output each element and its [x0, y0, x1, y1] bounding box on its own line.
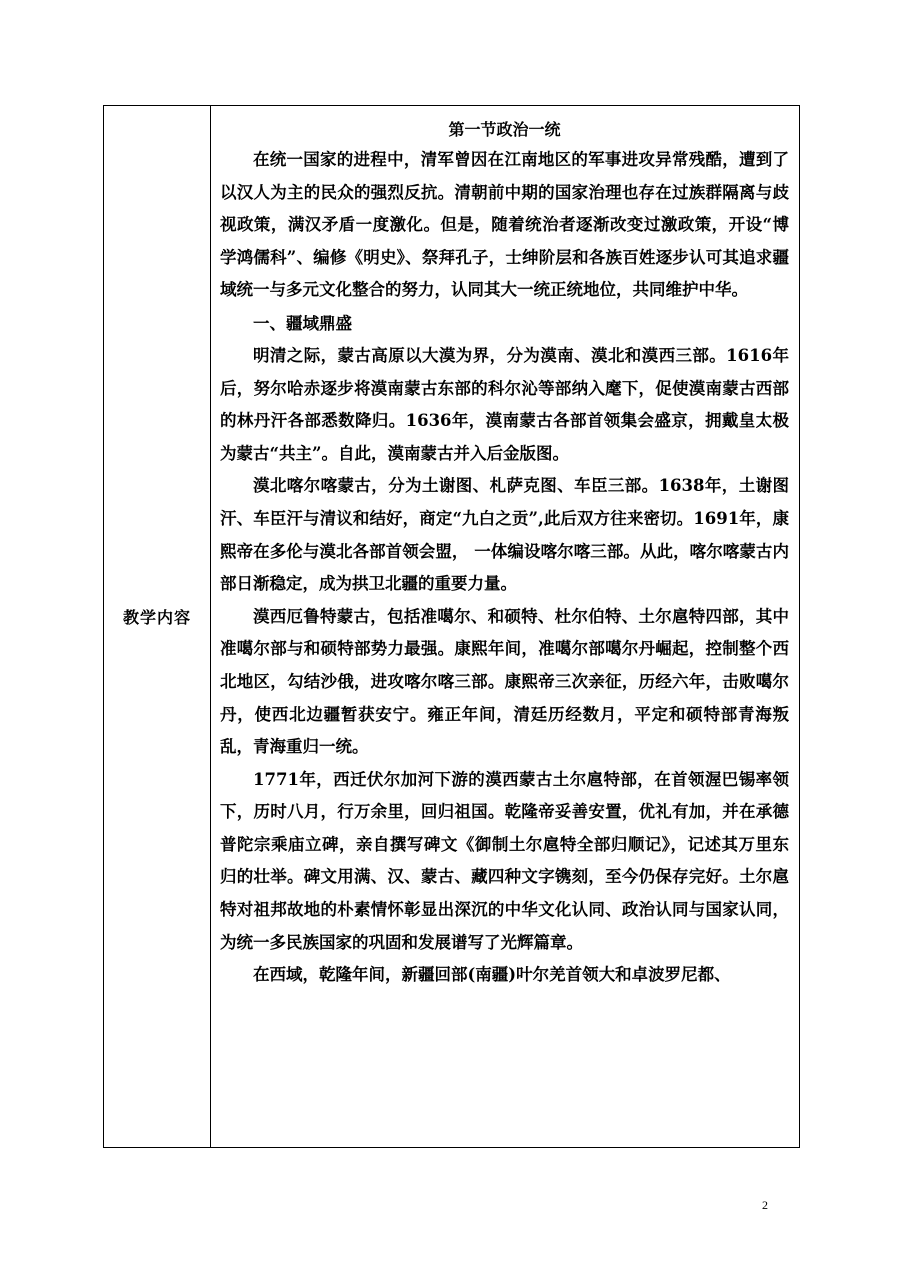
- subheading-territory: 一、疆域鼎盛: [253, 313, 352, 333]
- row-label: 教学内容: [122, 608, 191, 627]
- paragraph-mongolia-division: 明清之际，蒙古高原以大漠为界，分为漠南、漠北和漠西三部。1616年后，努尔哈赤逐步将漠南蒙古东部的科尔沁等部纳入麾下，促使漠南蒙古西部的林丹汗各部悉数降归。1636年，漠南蒙古各部首领集会盛京，拥戴皇太极为蒙古“共主”。自此，漠南蒙古并入后金版图。: [220, 345, 789, 463]
- section-title: 第一节政治一统: [448, 120, 561, 139]
- lesson-table: [103, 105, 800, 1148]
- paragraph-oirat: 漠西厄鲁特蒙古，包括准噶尔、和硕特、杜尔伯特、土尔扈特四部，其中准噶尔部与和硕特部势力最强。康熙年间，准噶尔部噶尔丹崛起，控制整个西北地区，勾结沙俄，进攻喀尔喀三部。康熙帝三次亲征，历经六年，击败噶尔丹，使西北边疆暂获安宁。雍正年间，清廷历经数月，平定和硕特部青海叛乱，青海重归一统。: [220, 606, 789, 757]
- intro-paragraph: 在统一国家的进程中，清军曾因在江南地区的军事进攻异常残酷，遭到了以汉人为主的民众的强烈反抗。清朝前中期的国家治理也存在过族群隔离与歧视政策，满汉矛盾一度激化。但是，随着统治者逐渐改变过激政策，开设“博学鸿儒科”、编修《明史》、祭拜孔子，士绅阶层和各族百姓逐步认可其追求疆域统一与多元文化整合的努力，认同其大一统正统地位，共同维护中华。: [220, 150, 789, 300]
- paragraph-khalkha: 漠北喀尔喀蒙古，分为土谢图、札萨克图、车臣三部。1638年，土谢图汗、车臣汗与清议和结好，商定“九白之贡”,此后双方往来密切。1691年，康熙帝在多伦与漠北各部首领会盟， 一体编设喀尔喀三部。从此，喀尔喀蒙古内部日渐稳定，成为拱卫北疆的重要力量。: [220, 476, 789, 594]
- row-label-cell: [104, 106, 211, 1147]
- page-number: 2: [762, 1198, 768, 1212]
- paragraph-torghut: 1771年，西迁伏尔加河下游的漠西蒙古土尔扈特部，在首领渥巴锡率领下，历时八月，行万余里，回归祖国。乾隆帝妥善安置，优礼有加，并在承德普陀宗乘庙立碑，亲自撰写碑文《御制土尔扈特全部归顺记》，记述其万里东归的壮举。碑文用满、汉、蒙古、藏四种文字镌刻，至今仍保存完好。土尔扈特对祖邦故地的朴素情怀彰显出深沉的中华文化认同、政治认同与国家认同，为统一多民族国家的巩固和发展谱写了光辉篇章。: [220, 769, 789, 952]
- paragraph-western-regions: 在西域，乾隆年间，新疆回部(南疆)叶尔羌首领大和卓波罗尼都、: [253, 965, 731, 985]
- content-cell: [211, 106, 799, 1147]
